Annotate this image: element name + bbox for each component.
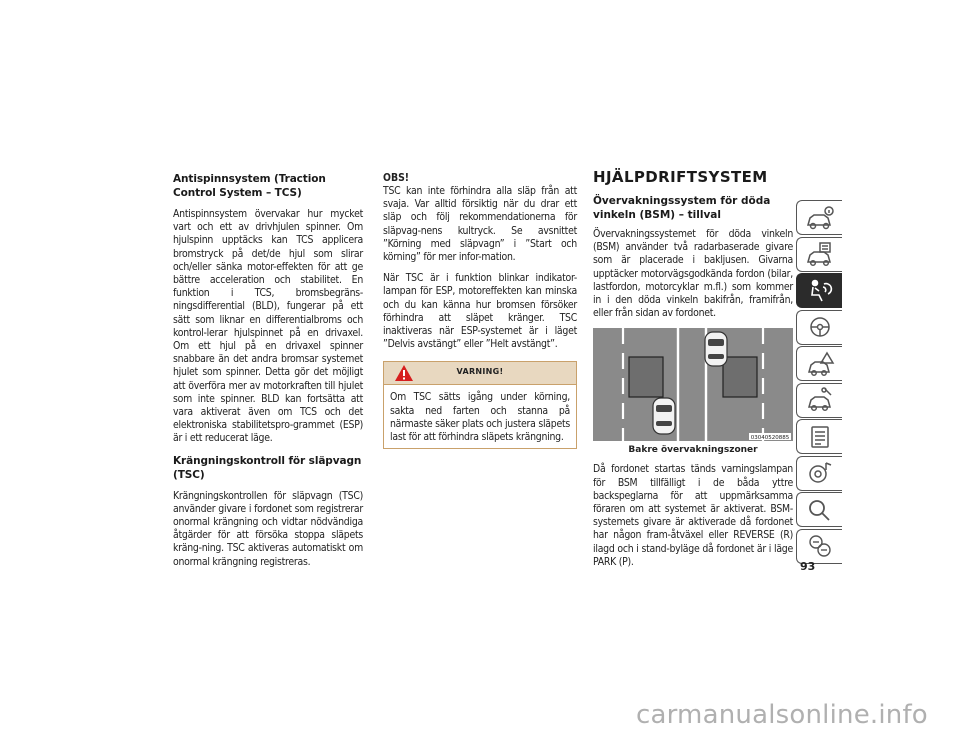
blind-spot-figure xyxy=(593,328,793,441)
warning-car-icon xyxy=(805,351,835,377)
paragraph-traction-control: Antispinnsystem övervakar hur mycket vart och ett av drivhjulen spinner. Om hjulspinn upptäcks kan TCS applicera bromstryck på det/de hjul som slirar och/eller sänka motor-effekten för att ge bättre acceleration och stabilitet. En funktion i TCS, bromsbegräns-ningsdifferential (BLD), fungerar på ett sätt som liknar en differentialbroms och kontrol-lerar hjulspinnet på en drivaxel. Om ett hjul på en drivaxel spinner snabbare än det andra bromsar systemet hjulet som spinner. Detta gör det möjligt att överföra mer av motorkraften till hjulet som inte spinner. BLD kan fortsätta att vara aktiverat även om TCS och det elektroniska stabilitetspro-grammet (ESP) är i ett reducerat läge. xyxy=(173,208,363,445)
heading-trailer-sway: Krängningskontroll för släpvagn (TSC) xyxy=(173,454,362,481)
heading-blind-spot: Övervakningssystem för döda vinkeln (BSM) – tillval xyxy=(593,195,771,221)
car-info-icon xyxy=(805,205,835,231)
note-label: OBS! xyxy=(383,172,410,184)
language-icon xyxy=(805,533,835,559)
airbag-seat-icon xyxy=(805,278,835,304)
watermark: carmanualsonline.info xyxy=(636,700,928,730)
note-text: TSC kan inte förhindra alla släp från att svaja. Var alltid försiktig när du drar ett släp och följ rekommendationerna för släpvag-nens kultryck. Se avsnittet ”Körning med släpvagn” i ”Start och körning” för mer infor-mation. xyxy=(383,185,577,264)
paragraph-bsm-activation: Då fordonet startas tänds varningslampan för BSM tillfälligt i de båda yttre backspeglarna för att uppmärksamma föraren om att systemet är aktiverat. BSM-systemets givare är aktiverade då fordonet har någon fram-åtväxel eller REVERSE (R) ilagd och i stand-byläge då fordonet är i läge PARK (P). xyxy=(593,463,793,568)
section-title: HJÄLPDRIFTSYSTEM xyxy=(593,168,768,186)
checklist-icon xyxy=(805,424,835,450)
tab-service[interactable] xyxy=(796,383,842,418)
column-middle xyxy=(383,172,577,449)
warning-label: VARNING! xyxy=(456,367,504,377)
paragraph-blind-spot: Övervakningssystemet för döda vinkeln (BSM) använder två radarbaserade givare som är placerade i bakljusen. Givarna upptäcker motorvägsgodkända fordon (bilar, lastfordon, motorcyklar m.fl.) som kommer in i den döda vinkeln bakifrån, framifrån, eller från sidan av fordonet. xyxy=(593,228,793,320)
car-service-icon xyxy=(805,387,835,413)
tab-car-info[interactable] xyxy=(796,200,842,235)
warning-body xyxy=(384,385,576,448)
page-number: 93 xyxy=(800,560,816,573)
warning-header xyxy=(384,362,576,385)
warning-text: Om TSC sätts igång under körning, sakta ned farten och stanna på närmaste säker plats och justera släpets last för att förhindra släpets krängning. xyxy=(390,391,570,444)
heading-traction-control: Antispinnsystem (Traction Control System – TCS) xyxy=(173,173,326,199)
tab-languages[interactable] xyxy=(796,529,842,564)
search-icon xyxy=(805,497,835,523)
tab-specifications[interactable] xyxy=(796,419,842,454)
tab-car-document[interactable] xyxy=(796,237,842,272)
tab-multimedia[interactable] xyxy=(796,456,842,491)
tab-emergency[interactable] xyxy=(796,346,842,381)
column-left xyxy=(173,172,363,577)
car-document-icon xyxy=(805,241,835,267)
paragraph-tsc-function: När TSC är i funktion blinkar indikator-lampan för ESP, motoreffekten kan minska och du kan känna hur bromsen försöker förhindra att släpet kränger. TSC inaktiveras när ESP-systemet är i läget ”Delvis avstängt” eller ”Helt avstängt”. xyxy=(383,272,577,351)
tab-driving[interactable] xyxy=(796,310,842,345)
warning-box xyxy=(383,361,577,449)
column-right xyxy=(593,168,793,577)
paragraph-trailer-sway: Krängningskontrollen för släpvagn (TSC) använder givare i fordonet som registrerar onormal krängning och vidtar nödvändiga åtgärder för att försöka stoppa släpets kräng-ning. TSC aktiveras automatiskt om onormal krängning registreras. xyxy=(173,489,363,568)
steering-wheel-icon xyxy=(805,314,835,340)
chapter-tabs xyxy=(796,200,842,565)
tab-index[interactable] xyxy=(796,492,842,527)
multimedia-icon xyxy=(805,460,835,486)
figure-caption: Bakre övervakningszoner xyxy=(628,445,758,456)
tab-safety[interactable] xyxy=(796,273,842,308)
figure-code: 03040520885 xyxy=(750,435,790,442)
